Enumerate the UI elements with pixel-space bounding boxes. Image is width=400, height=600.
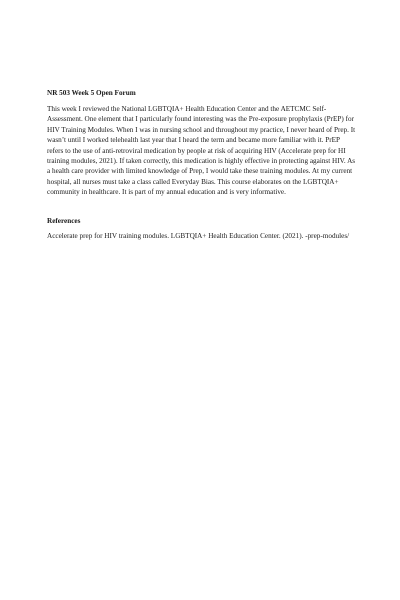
forum-post-paragraph: This week I reviewed the National LGBTQIA+ Health Education Center and the AETCMC Self-Assessment. One element that I particularly found interesting was the Pre-exposure prophylaxis (PrEP) for HIV Training Modules. When I was in nursing school and throughout my practice, I never heard of Prep. It wasn’t until I worked telehealth last year that I heard the term and became more familiar with it. PrEP refers to the use of anti-retroviral medication by people at risk of acquiring HIV (Accelerate prep for HI training modules, 2021). If taken correctly, this medication is highly effective in protecting against HIV. As a health care provider with limited knowledge of Prep, I would take these training modules. At my current hospital, all nurses must take a class called Everyday Bias. This course elaborates on the LGBTQIA+ community in healthcare. It is part of my annual education and is very informative.: [47, 105, 356, 197]
document-title: NR 503 Week 5 Open Forum: [47, 89, 136, 97]
section-spacer: [47, 198, 356, 216]
reference-entry: Accelerate prep for HIV training modules. LGBTQIA+ Health Education Center. (2021). -prep-modules/: [47, 231, 350, 240]
references-heading: References: [47, 216, 81, 225]
